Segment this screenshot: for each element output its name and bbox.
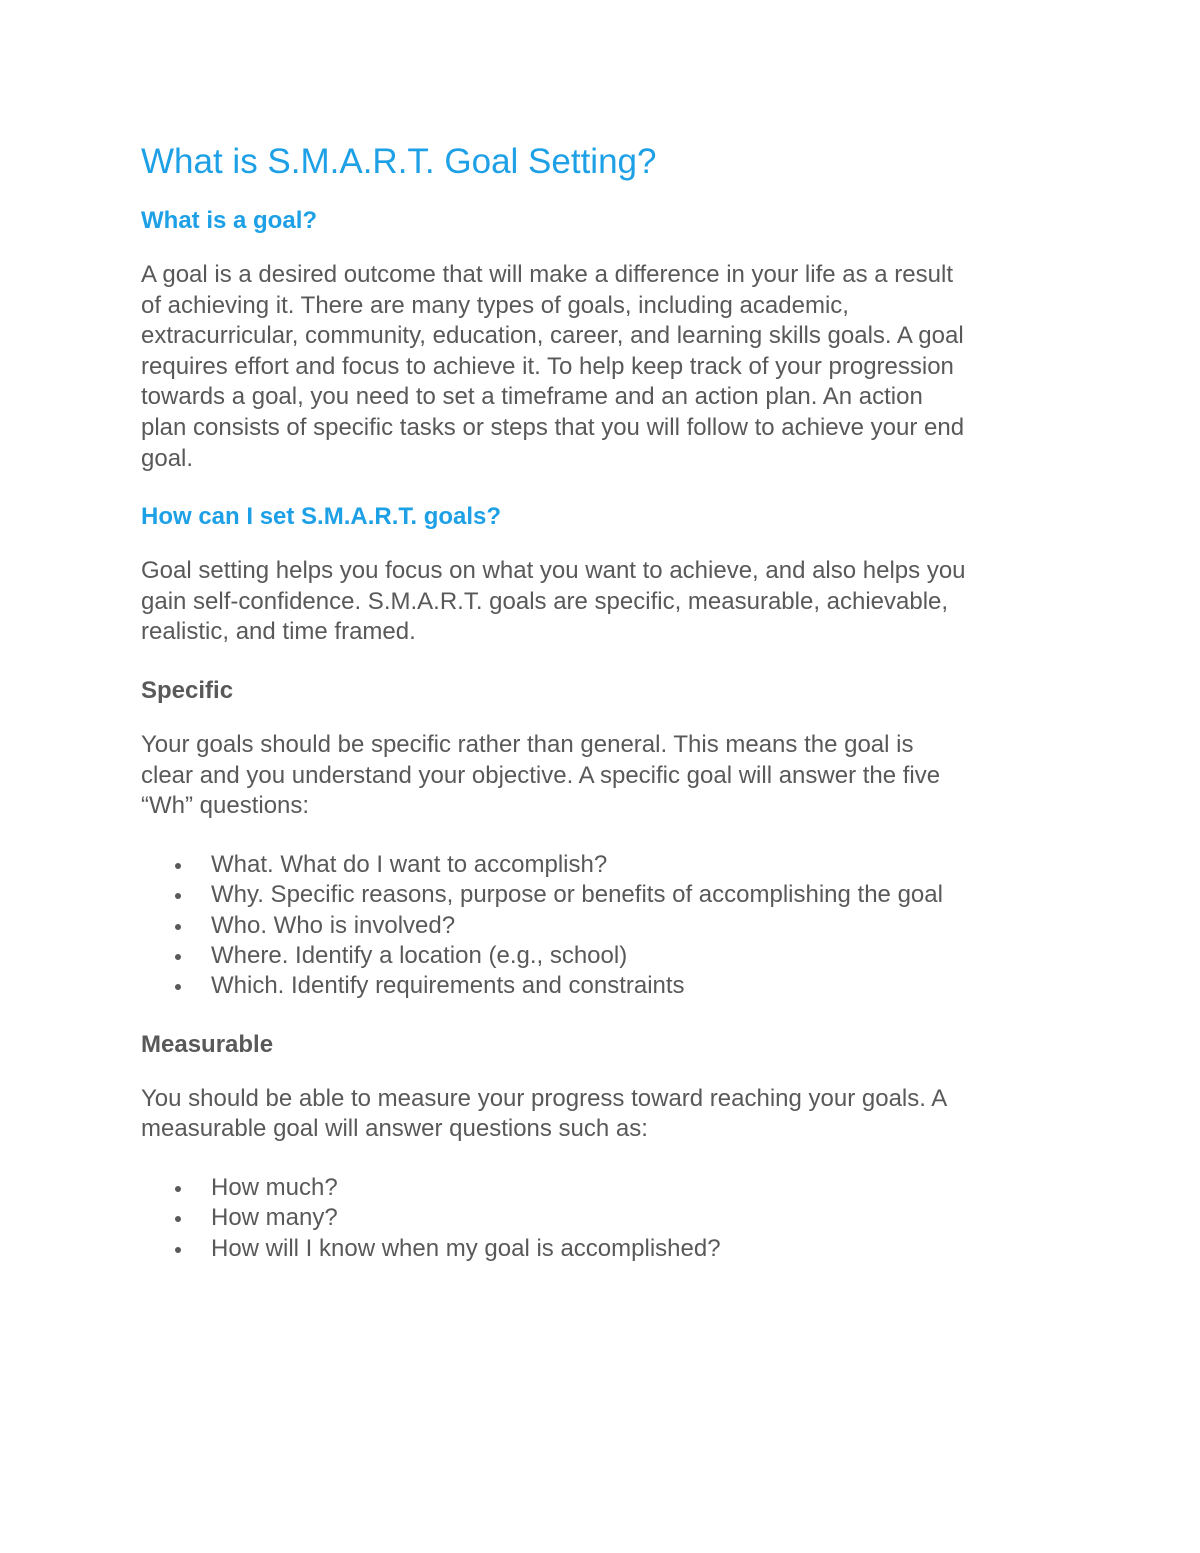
measurable-bullet-list — [141, 1173, 1071, 1264]
text-line: goal. — [141, 444, 194, 472]
paragraph-measurable — [141, 1084, 1071, 1145]
bullet-icon — [175, 924, 181, 930]
text-line: You should be able to measure your progress toward reaching your goals. A — [141, 1084, 948, 1112]
bullet-icon — [175, 1186, 181, 1192]
bullet-icon — [175, 893, 181, 899]
bullet-icon — [175, 984, 181, 990]
bullet-icon — [175, 1247, 181, 1253]
list-item — [141, 971, 1071, 1001]
page-title: What is S.M.A.R.T. Goal Setting? — [141, 142, 657, 181]
list-item — [141, 1203, 1071, 1233]
list-item-text: Which. Identify requirements and constraints — [211, 972, 685, 1000]
text-line: of achieving it. There are many types of goals, including academic, — [141, 291, 849, 319]
document-page — [141, 140, 1071, 1292]
specific-bullet-list — [141, 850, 1071, 1002]
list-item-text: How many? — [211, 1204, 338, 1232]
list-item-text: Who. Who is involved? — [211, 911, 456, 939]
text-line: Your goals should be specific rather than general. This means the goal is — [141, 730, 914, 758]
paragraph-specific — [141, 730, 1071, 822]
text-line: realistic, and time framed. — [141, 618, 416, 646]
text-line: measurable goal will answer questions such as: — [141, 1115, 648, 1143]
heading-what-is-a-goal: What is a goal? — [141, 207, 318, 234]
heading-specific: Specific — [141, 676, 234, 704]
heading-how-to-set-smart-goals: How can I set S.M.A.R.T. goals? — [141, 503, 502, 531]
list-item — [141, 880, 1071, 910]
text-line: towards a goal, you need to set a timeframe and an action plan. An action — [141, 383, 923, 411]
paragraph-smart-intro — [141, 556, 1071, 648]
text-line: gain self-confidence. S.M.A.R.T. goals are specific, measurable, achievable, — [141, 587, 949, 615]
text-line: A goal is a desired outcome that will make a difference in your life as a result — [141, 261, 953, 288]
list-item — [141, 911, 1071, 941]
text-line: “Wh” questions: — [141, 792, 310, 820]
text-line: clear and you understand your objective. A specific goal will answer the five — [141, 761, 941, 789]
list-item — [141, 1234, 1071, 1264]
list-item — [141, 1173, 1071, 1203]
list-item — [141, 850, 1071, 880]
text-line: requires effort and focus to achieve it. To help keep track of your progression — [141, 352, 954, 380]
bullet-icon — [175, 863, 181, 869]
heading-measurable: Measurable — [141, 1030, 274, 1058]
list-item-text: How much? — [211, 1173, 338, 1201]
bullet-icon — [175, 1216, 181, 1222]
bullet-icon — [175, 954, 181, 960]
text-line: Goal setting helps you focus on what you want to achieve, and also helps you — [141, 557, 966, 585]
paragraph-goal-definition — [141, 260, 1071, 474]
list-item-text: How will I know when my goal is accomplished? — [211, 1234, 721, 1262]
text-line: plan consists of specific tasks or steps that you will follow to achieve your end — [141, 413, 965, 441]
list-item-text: What. What do I want to accomplish? — [211, 850, 608, 878]
list-item-text: Why. Specific reasons, purpose or benefits of accomplishing the goal — [211, 881, 943, 909]
text-line: extracurricular, community, education, career, and learning skills goals. A goal — [141, 322, 964, 350]
list-item-text: Where. Identify a location (e.g., school) — [211, 941, 628, 969]
list-item — [141, 941, 1071, 971]
